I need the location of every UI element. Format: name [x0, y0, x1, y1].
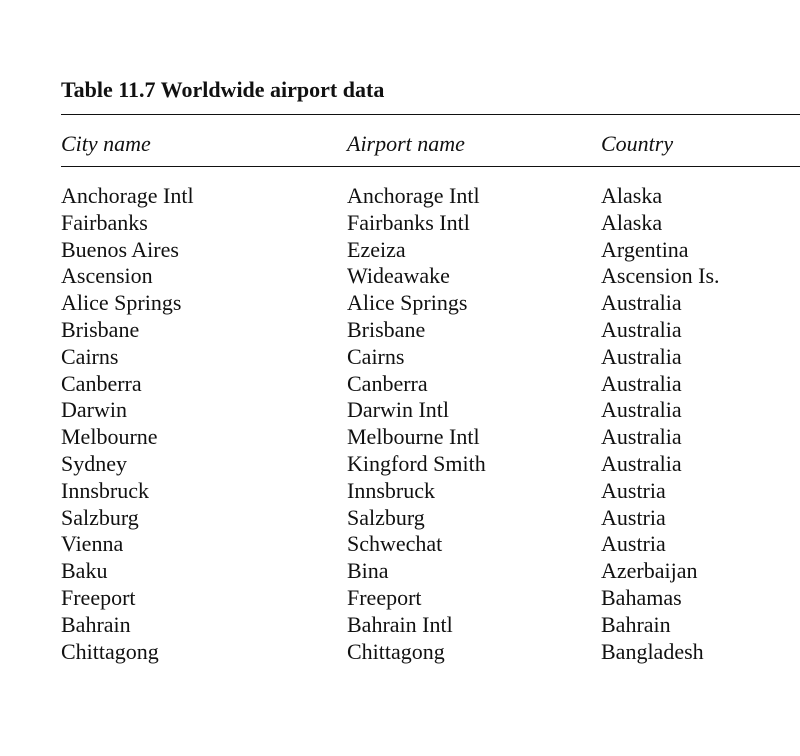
cell-country: Australia	[601, 424, 682, 450]
header-airport-name: Airport name	[347, 131, 465, 156]
cell-airport-name: Darwin Intl	[347, 397, 450, 423]
cell-city-name: Buenos Aires	[61, 236, 179, 262]
cell-airport-name: Bahrain Intl	[347, 611, 453, 637]
cell-country: Bahrain	[601, 611, 671, 637]
header-rule	[61, 166, 800, 167]
cell-airport-name: Canberra	[347, 370, 428, 396]
cell-city-name: Freeport	[61, 584, 136, 610]
cell-airport-name: Salzburg	[347, 504, 425, 530]
cell-airport-name: Wideawake	[347, 263, 450, 289]
cell-city-name: Ascension	[61, 263, 153, 289]
table-row	[0, 397, 800, 424]
table-row	[0, 478, 800, 505]
table-row	[0, 210, 800, 237]
cell-city-name: Vienna	[61, 531, 124, 557]
cell-country: Austria	[601, 504, 666, 530]
cell-country: Austria	[601, 477, 666, 503]
cell-airport-name: Brisbane	[347, 316, 426, 342]
table-row	[0, 451, 800, 478]
cell-country: Australia	[601, 316, 682, 342]
cell-country: Australia	[601, 397, 682, 423]
cell-airport-name: Cairns	[347, 343, 405, 369]
table-row	[0, 505, 800, 532]
cell-country: Australia	[601, 450, 682, 476]
cell-country: Alaska	[601, 183, 663, 208]
table-row	[0, 183, 800, 210]
table-row	[0, 531, 800, 558]
cell-airport-name: Innsbruck	[347, 477, 435, 503]
header-country: Country	[601, 131, 674, 156]
cell-city-name: Chittagong	[61, 638, 159, 664]
cell-city-name: Fairbanks	[61, 209, 148, 235]
table-row	[0, 585, 800, 612]
cell-airport-name: Ezeiza	[347, 236, 406, 262]
header-city-name: City name	[61, 131, 151, 156]
cell-airport-name: Alice Springs	[347, 290, 468, 316]
cell-country: Australia	[601, 343, 682, 369]
table-body	[0, 183, 800, 665]
cell-city-name: Anchorage Intl	[61, 183, 194, 208]
table-row	[0, 612, 800, 639]
cell-city-name: Baku	[61, 558, 108, 584]
cell-city-name: Bahrain	[61, 611, 131, 637]
cell-city-name: Alice Springs	[61, 290, 182, 316]
table-row	[0, 558, 800, 585]
cell-city-name: Salzburg	[61, 504, 139, 530]
top-rule	[61, 114, 800, 115]
table-header-row	[0, 130, 800, 158]
cell-airport-name: Schwechat	[347, 531, 443, 557]
cell-country: Bangladesh	[601, 638, 704, 664]
cell-country: Bahamas	[601, 584, 682, 610]
cell-airport-name: Fairbanks Intl	[347, 209, 470, 235]
cell-country: Australia	[601, 370, 682, 396]
cell-city-name: Cairns	[61, 343, 119, 369]
cell-country: Azerbaijan	[601, 558, 698, 584]
cell-city-name: Sydney	[61, 450, 127, 476]
cell-airport-name: Kingford Smith	[347, 450, 486, 476]
cell-country: Alaska	[601, 209, 663, 235]
cell-city-name: Melbourne	[61, 424, 158, 450]
table-title: Table 11.7 Worldwide airport data	[61, 77, 385, 102]
cell-city-name: Innsbruck	[61, 477, 149, 503]
cell-airport-name: Chittagong	[347, 638, 445, 664]
table-row	[0, 344, 800, 371]
table-row	[0, 371, 800, 398]
cell-country: Austria	[601, 531, 666, 557]
cell-airport-name: Bina	[347, 558, 389, 584]
cell-city-name: Canberra	[61, 370, 142, 396]
cell-country: Ascension Is.	[601, 263, 720, 289]
cell-city-name: Darwin	[61, 397, 127, 423]
table-row	[0, 424, 800, 451]
table-row	[0, 317, 800, 344]
cell-country: Australia	[601, 290, 682, 316]
cell-airport-name: Freeport	[347, 584, 422, 610]
cell-city-name: Brisbane	[61, 316, 140, 342]
table-row	[0, 263, 800, 290]
cell-country: Argentina	[601, 236, 689, 262]
cell-airport-name: Anchorage Intl	[347, 183, 480, 208]
table-row	[0, 237, 800, 264]
table-row	[0, 290, 800, 317]
cell-airport-name: Melbourne Intl	[347, 424, 480, 450]
table-row	[0, 639, 800, 666]
